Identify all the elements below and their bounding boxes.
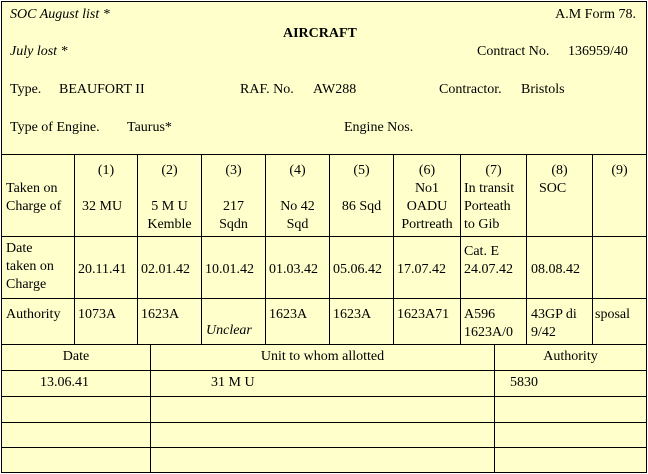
aircraft-record-card: [1, 1, 647, 473]
column-number: (8): [551, 163, 568, 178]
unit-cell: In transit Porteath to Gib: [464, 181, 515, 232]
column-number: (6): [418, 163, 436, 178]
unit-cell: 217 Sqdn: [219, 199, 248, 232]
authority-cell: 1073A: [78, 307, 117, 322]
raf-number-label: RAF. No.: [240, 82, 294, 97]
unit-cell: No 42 Sqd: [280, 199, 315, 232]
authority-cell: 43GP di 9/42: [531, 307, 577, 340]
authority-cell: 1623A: [269, 307, 308, 322]
date-cell: 05.06.42: [333, 262, 382, 277]
divider: [2, 154, 646, 155]
authority-cell: A596 1623A/0: [464, 307, 513, 340]
column-number: (9): [611, 163, 628, 178]
allotment-header-date: Date: [62, 349, 90, 364]
authority-cell: sposal: [595, 307, 630, 322]
engine-type-label: Type of Engine.: [10, 120, 100, 135]
column-number: (1): [97, 163, 115, 178]
contractor-label: Contractor.: [439, 82, 502, 97]
row-label-date-taken: Date taken on Charge: [6, 241, 54, 292]
unit-cell: 5 M U Kemble: [147, 199, 192, 232]
divider: [201, 154, 202, 344]
unit-cell: 86 Sqd: [341, 199, 382, 214]
divider: [2, 447, 646, 448]
divider: [74, 154, 75, 344]
authority-cell: Unclear: [206, 323, 252, 338]
date-cell: 10.01.42: [205, 262, 254, 277]
engine-numbers-label: Engine Nos.: [344, 120, 414, 135]
date-cell: 01.03.42: [269, 262, 318, 277]
allotment-header-authority: Authority: [543, 349, 598, 364]
authority-cell: 1623A: [333, 307, 372, 322]
lost-note: July lost *: [10, 44, 68, 59]
engine-type-value: Taurus*: [127, 120, 172, 135]
soc-note: SOC August list *: [10, 7, 110, 22]
unit-cell: SOC: [539, 181, 567, 196]
divider: [137, 154, 138, 344]
column-number: (2): [161, 163, 178, 178]
type-label: Type.: [10, 82, 42, 97]
contract-label: Contract No.: [477, 44, 550, 59]
form-number: A.M Form 78.: [555, 7, 636, 22]
contract-value: 136959/40: [568, 44, 628, 59]
divider: [2, 396, 646, 397]
allotment-header-unit: Unit to whom allotted: [260, 349, 385, 364]
row-label-taken-on-charge: Taken on Charge of: [6, 181, 62, 214]
column-number: (5): [353, 163, 370, 178]
date-cell: 17.07.42: [397, 262, 446, 277]
column-number: (7): [485, 163, 502, 178]
column-number: (3): [225, 163, 242, 178]
authority-cell: 1623A: [141, 307, 180, 322]
divider: [526, 154, 527, 344]
divider: [2, 422, 646, 423]
authority-cell: 1623A71: [397, 307, 450, 322]
unit-cell: 32 MU: [82, 199, 123, 214]
allotment-authority: 5830: [510, 375, 538, 390]
divider: [265, 154, 266, 344]
contractor-value: Bristols: [521, 82, 565, 97]
allotment-unit: 31 M U: [211, 375, 255, 390]
type-value: BEAUFORT II: [59, 82, 145, 97]
divider: [460, 154, 461, 344]
allotment-date: 13.06.41: [40, 375, 89, 390]
card-title: AIRCRAFT: [283, 26, 357, 41]
divider: [329, 154, 330, 344]
raf-number-value: AW288: [313, 82, 357, 97]
column-number: (4): [289, 163, 306, 178]
date-cell: 02.01.42: [141, 262, 190, 277]
date-cell: Cat. E 24.07.42: [464, 244, 513, 277]
divider: [2, 298, 646, 299]
row-label-authority: Authority: [6, 307, 61, 322]
divider: [592, 154, 593, 344]
divider: [2, 236, 646, 237]
date-cell: 08.08.42: [531, 262, 580, 277]
date-cell: 20.11.41: [78, 262, 127, 277]
unit-cell: No1 OADU Portreath: [401, 181, 453, 232]
divider: [2, 344, 646, 345]
divider: [2, 370, 646, 371]
